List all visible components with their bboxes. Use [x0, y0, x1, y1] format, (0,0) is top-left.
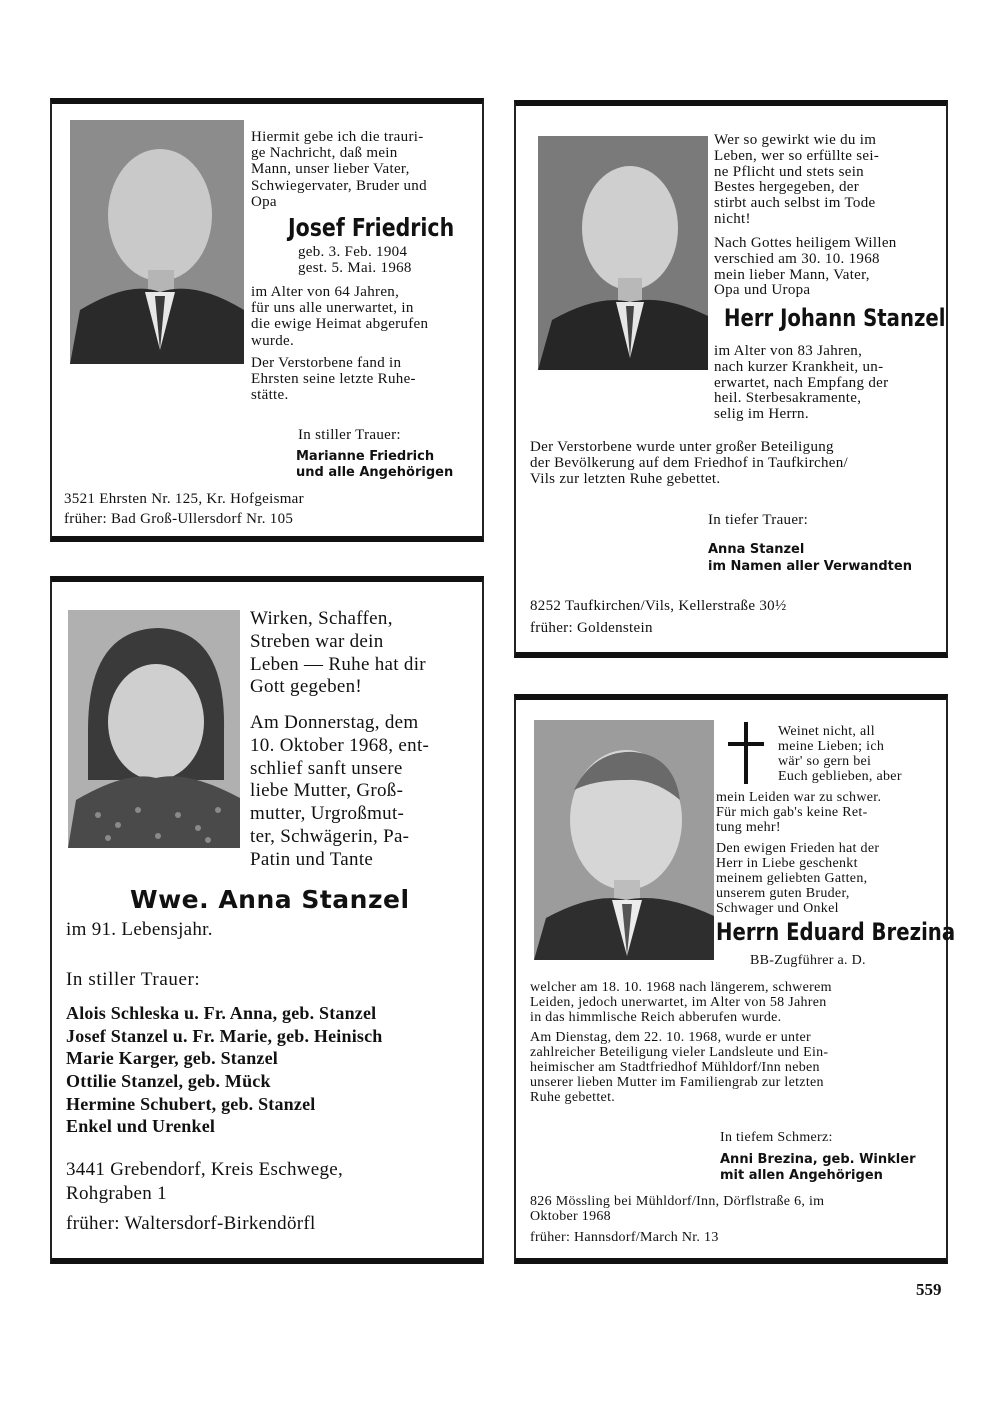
verse-line: Euch geblieben, aber	[778, 769, 902, 785]
death-line: mein lieber Mann, Vater,	[714, 266, 870, 283]
burial-line: unserer lieben Mutter im Familiengrab zur letzten	[530, 1075, 824, 1091]
former-address: früher: Goldenstein	[530, 619, 653, 636]
verse-line: Für mich gab's keine Ret-	[716, 805, 868, 821]
address-line: Rohgraben 1	[66, 1182, 167, 1204]
intro-line: ge Nachricht, daß mein	[251, 145, 398, 162]
age-line: wurde.	[251, 332, 295, 349]
age-line: für uns alle unerwartet, in	[251, 300, 414, 317]
detail-line: welcher am 18. 10. 1968 nach längerem, schwerem	[530, 980, 832, 995]
former-address: früher: Hannsdorf/March Nr. 13	[530, 1230, 719, 1245]
death-line: liebe Mutter, Groß-	[250, 780, 404, 802]
verse-line: tung mehr!	[716, 820, 781, 836]
mourning-label: In stiller Trauer:	[298, 427, 401, 443]
death-line: mutter, Urgroßmut-	[250, 803, 405, 825]
mourner-line: im Namen aller Verwandten	[708, 558, 912, 574]
verse-line: Leben — Ruhe hat dir	[250, 653, 426, 675]
intro-line: Opa	[251, 193, 277, 210]
burial-line: Ruhe gebettet.	[530, 1090, 616, 1106]
portrait-photo	[534, 720, 714, 960]
intro-line: Schwiegervater, Bruder und	[251, 177, 427, 194]
intro-line: Hiermit gebe ich die trauri-	[251, 129, 424, 145]
former-address: früher: Bad Groß-Ullersdorf Nr. 105	[64, 510, 294, 527]
age-line: im Alter von 83 Jahren,	[714, 343, 863, 359]
intro-line: Mann, unser lieber Vater,	[251, 161, 410, 178]
verse-line: Bestes hergegeben, der	[714, 179, 860, 196]
deceased-name: Herr Johann Stanzel	[724, 304, 946, 332]
mourning-label: In stiller Trauer:	[66, 969, 201, 990]
verse-line: meine Lieben; ich	[778, 739, 885, 755]
age-line: nach kurzer Krankheit, un-	[714, 358, 884, 375]
burial-line: zahlreicher Beteiligung vieler Landsleute und Ein-	[530, 1045, 829, 1061]
address-line: 3441 Grebendorf, Kreis Eschwege,	[66, 1159, 344, 1180]
verse-line: Wirken, Schaffen,	[250, 608, 393, 629]
verse-line: wär' so gern bei	[778, 754, 872, 770]
address: 3521 Ehrsten Nr. 125, Kr. Hofgeismar	[64, 491, 304, 507]
mourner-line: Anna Stanzel	[708, 542, 805, 557]
obituary-josef-friedrich	[50, 98, 484, 542]
verse-line: Gott gegeben!	[250, 676, 363, 698]
mourner-line: Ottilie Stanzel, geb. Mück	[66, 1071, 271, 1092]
deceased-name: Herrn Eduard Brezina	[716, 918, 956, 946]
mourner-line: und alle Angehörigen	[296, 464, 454, 480]
verse-line: Wer so gewirkt wie du im	[714, 132, 877, 148]
detail-line: in das himmlische Reich abberufen wurde.	[530, 1010, 782, 1026]
portrait-silhouette-icon	[70, 120, 244, 364]
burial-line: Vils zur letzten Ruhe gebettet.	[530, 470, 721, 487]
death-line: Patin und Tante	[250, 848, 374, 870]
burial-line: der Bevölkerung auf dem Friedhof in Taufkirchen/	[530, 454, 848, 471]
burial-line: Der Verstorbene wurde unter großer Beteiligung	[530, 439, 834, 455]
portrait-photo	[68, 610, 240, 848]
verse-line: stirbt auch selbst im Tode	[714, 195, 876, 211]
age-line: im Alter von 64 Jahren,	[251, 284, 400, 300]
mourning-label: In tiefem Schmerz:	[720, 1130, 833, 1145]
death-line: Den ewigen Frieden hat der	[716, 841, 880, 856]
cross-icon	[728, 722, 764, 784]
obituary-johann-stanzel	[514, 100, 948, 658]
verse-line: mein Leiden war zu schwer.	[716, 790, 882, 805]
portrait-photo	[538, 136, 708, 370]
portrait-photo	[70, 120, 244, 364]
portrait-silhouette-icon	[534, 720, 714, 960]
birth-date: geb. 3. Feb. 1904	[298, 244, 408, 260]
death-line: schlief sanft unsere	[250, 757, 403, 779]
former-address: früher: Waltersdorf-Birkendörfl	[66, 1213, 316, 1234]
death-line: 10. Oktober 1968, ent-	[250, 734, 430, 756]
deceased-name: Josef Friedrich	[288, 213, 455, 242]
portrait-silhouette-icon	[68, 610, 240, 848]
age-text: im 91. Lebensjahr.	[66, 919, 213, 940]
death-date: gest. 5. Mai. 1968	[298, 260, 412, 277]
death-line: Opa und Uropa	[714, 282, 811, 299]
burial-line: Am Dienstag, dem 22. 10. 1968, wurde er unter	[530, 1030, 811, 1045]
death-line: Nach Gottes heiligem Willen	[714, 235, 897, 251]
burial-line: Ehrsten seine letzte Ruhe-	[251, 371, 416, 388]
mourner-line: Marie Karger, geb. Stanzel	[66, 1048, 278, 1069]
death-line: Schwager und Onkel	[716, 901, 839, 917]
detail-line: Leiden, jedoch unerwartet, im Alter von 58 Jahren	[530, 995, 827, 1011]
address: 8252 Taufkirchen/Vils, Kellerstraße 30½	[530, 598, 787, 614]
death-line: verschied am 30. 10. 1968	[714, 250, 880, 267]
mourner-line: Josef Stanzel u. Fr. Marie, geb. Heinisch	[66, 1025, 383, 1046]
verse-line: Streben war dein	[250, 630, 384, 652]
age-line: selig im Herrn.	[714, 406, 809, 422]
age-line: erwartet, nach Empfang der	[714, 374, 889, 391]
death-line: unserem guten Bruder,	[716, 886, 850, 902]
deceased-name: Wwe. Anna Stanzel	[130, 885, 410, 914]
obituary-eduard-brezina	[514, 694, 956, 1264]
address-line: 826 Mössling bei Mühldorf/Inn, Dörflstraße 6, im	[530, 1194, 825, 1209]
verse-line: nicht!	[714, 210, 751, 227]
obituary-anna-stanzel	[50, 576, 484, 1264]
burial-line: Der Verstorbene fand in	[251, 355, 402, 371]
mourner-line: Hermine Schubert, geb. Stanzel	[66, 1093, 316, 1114]
verse-line: Leben, wer so erfüllte sei-	[714, 147, 880, 164]
burial-line: heimischer am Stadtfriedhof Mühldorf/Inn neben	[530, 1060, 820, 1076]
mourner-line: mit allen Angehörigen	[720, 1168, 883, 1184]
page-number: 559	[916, 1280, 942, 1299]
portrait-silhouette-icon	[538, 136, 708, 370]
mourner-line: Marianne Friedrich	[296, 449, 435, 464]
verse-line: ne Pflicht und stets sein	[714, 163, 864, 180]
verse-line: Weinet nicht, all	[778, 724, 875, 739]
burial-line: stätte.	[251, 387, 289, 404]
deceased-title: BB-Zugführer a. D.	[750, 953, 866, 968]
address-line: Oktober 1968	[530, 1209, 611, 1225]
mourner-line: Alois Schleska u. Fr. Anna, geb. Stanzel	[66, 1003, 377, 1023]
mourning-label: In tiefer Trauer:	[708, 512, 809, 528]
age-line: heil. Sterbesakramente,	[714, 390, 862, 407]
death-line: meinem geliebten Gatten,	[716, 871, 868, 887]
death-line: Herr in Liebe geschenkt	[716, 856, 858, 872]
mourner-line: Anni Brezina, geb. Winkler	[720, 1152, 916, 1167]
death-line: ter, Schwägerin, Pa-	[250, 825, 410, 847]
age-line: die ewige Heimat abgerufen	[251, 316, 429, 333]
mourner-line: Enkel und Urenkel	[66, 1116, 216, 1137]
death-line: Am Donnerstag, dem	[250, 712, 419, 733]
